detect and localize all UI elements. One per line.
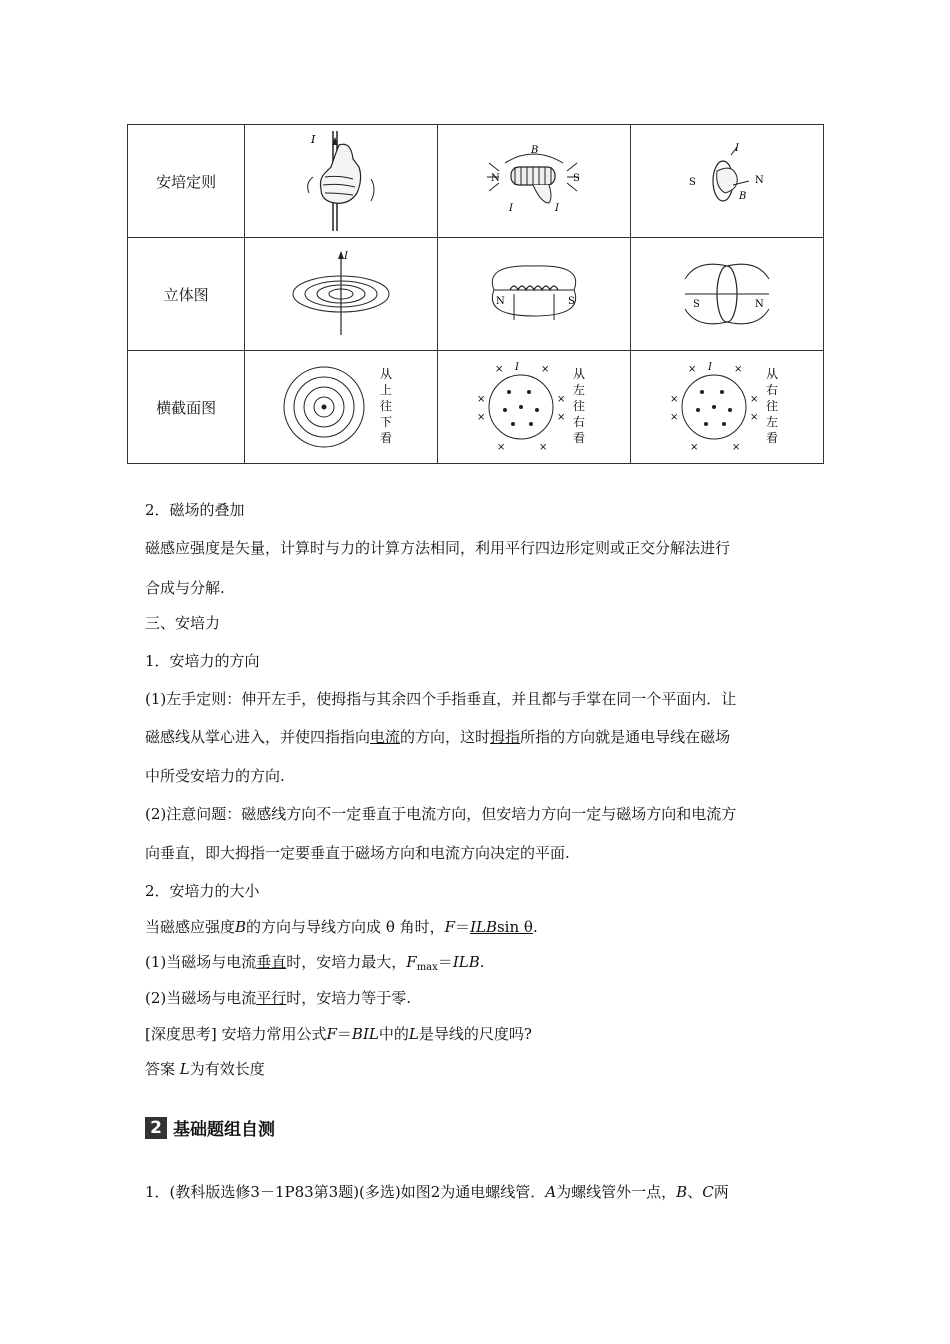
text-span: (2)当磁场与电流 — [145, 989, 257, 1007]
north-pole-label: N — [491, 173, 500, 184]
text-span: ＝ — [455, 918, 471, 936]
paragraph-line: 中所受安培力的方向. — [145, 767, 285, 785]
svg-text:×: × — [734, 364, 743, 375]
svg-text:×: × — [670, 412, 679, 423]
text-span: 、 — [687, 1183, 703, 1201]
paragraph-line: 向垂直，即大拇指一定要垂直于磁场方向和电流方向决定的平面. — [145, 844, 570, 862]
table-row — [128, 351, 824, 464]
straight-wire-cross-section-figure — [245, 351, 438, 464]
symbol: A — [545, 1183, 557, 1201]
formula-line — [145, 917, 815, 937]
text-span: [深度思考] 安培力常用公式 — [145, 1025, 327, 1043]
underlined-answer: 平行 — [256, 989, 287, 1007]
view-direction-char: 看 — [573, 431, 586, 445]
view-direction-char: 下 — [380, 415, 393, 429]
table-row — [128, 238, 824, 351]
view-direction-char: 往 — [380, 399, 393, 413]
paragraph-line: (2)注意问题：磁感线方向不一定垂直于电流方向，但安培力方向一定与磁场方向和电流方 — [145, 805, 737, 823]
svg-text:×: × — [557, 412, 566, 423]
symbol: B — [235, 918, 247, 936]
section-heading: 三、安培力 — [145, 614, 221, 632]
section-header — [145, 1115, 275, 1140]
symbol: F — [406, 953, 417, 971]
svg-text:×: × — [477, 412, 486, 423]
magnetic-field-table — [127, 124, 824, 464]
text-span: 答案 — [145, 1060, 180, 1078]
underlined-answer: 垂直 — [256, 953, 287, 971]
svg-text:×: × — [539, 442, 548, 452]
svg-text:×: × — [688, 364, 697, 375]
north-pole-label: N — [755, 299, 764, 310]
view-direction-char: 看 — [380, 431, 393, 445]
view-direction-char: 左 — [766, 415, 779, 429]
paragraph-line: 磁感应强度是矢量，计算时与力的计算方法相同，利用平行四边形定则或正交分解法进行 — [145, 539, 731, 557]
text-span: 为螺线管外一点， — [556, 1183, 677, 1201]
svg-text:×: × — [497, 442, 506, 452]
loop-hand-figure — [631, 125, 824, 238]
symbol: BIL — [351, 1025, 379, 1043]
south-pole-label: S — [689, 177, 696, 188]
field-label: B — [531, 145, 539, 156]
svg-text:×: × — [557, 394, 566, 405]
row-label: 立体图 — [128, 238, 245, 351]
field-label: B — [739, 191, 747, 202]
svg-text:×: × — [732, 442, 741, 452]
subheading: 2．磁场的叠加 — [145, 501, 245, 519]
paragraph-line: (1)左手定则：伸开左手，使拇指与其余四个手指垂直，并且都与手掌在同一个平面内．让 — [145, 690, 737, 708]
view-direction-char: 从 — [766, 367, 779, 381]
svg-text:×: × — [750, 394, 759, 405]
current-label: I — [515, 362, 520, 373]
question-line — [145, 1182, 815, 1202]
view-direction-char: 往 — [573, 399, 586, 413]
deep-thinking-question — [145, 1024, 815, 1044]
view-direction-char: 上 — [380, 383, 393, 397]
formula-line — [145, 952, 815, 978]
view-direction-char: 从 — [380, 367, 393, 381]
svg-text:×: × — [495, 364, 504, 375]
answer-line — [145, 1059, 815, 1079]
current-label: I — [311, 133, 316, 146]
row-label: 安培定则 — [128, 125, 245, 238]
text-span: . — [479, 953, 485, 971]
current-label: I — [735, 143, 739, 154]
section-number-badge: 2 — [145, 1117, 167, 1139]
current-label: I — [555, 203, 560, 214]
svg-text:×: × — [750, 412, 759, 423]
paragraph-line — [145, 727, 815, 747]
svg-text:×: × — [670, 394, 679, 405]
svg-text:×: × — [690, 442, 699, 452]
solenoid-hand-figure — [438, 125, 631, 238]
row-label: 横截面图 — [128, 351, 245, 464]
solenoid-3d-figure — [438, 238, 631, 351]
view-direction-char: 往 — [766, 399, 779, 413]
symbol: F — [444, 918, 456, 936]
text-span: 时，安培力等于零. — [286, 989, 412, 1007]
straight-wire-3d-figure — [245, 238, 438, 351]
text-span: 两 — [713, 1183, 729, 1201]
underlined-answer: 电流 — [370, 728, 401, 746]
text-span: ＝ — [437, 953, 453, 971]
text-span: ＝ — [336, 1025, 352, 1043]
text-span: . — [532, 918, 538, 936]
south-pole-label: S — [573, 173, 580, 184]
text-span: 为有效长度 — [189, 1060, 265, 1078]
view-direction-char: 左 — [573, 383, 586, 397]
text-span: 的方向，这时 — [400, 728, 491, 746]
subheading: 2．安培力的大小 — [145, 882, 260, 900]
symbol: C — [702, 1183, 714, 1201]
text-span: 1．(教科版选修3－1P83第3题)(多选)如图2为通电螺线管． — [145, 1183, 546, 1201]
symbol: L — [408, 1025, 419, 1043]
loop-3d-figure — [631, 238, 824, 351]
svg-text:×: × — [541, 364, 550, 375]
symbol: ILB — [452, 953, 480, 971]
underlined-answer: ILB — [470, 918, 497, 936]
text-span: 当磁感应强度 — [145, 918, 236, 936]
solenoid-cross-section-figure — [438, 351, 631, 464]
current-label: I — [509, 203, 514, 214]
underlined-answer: sin θ — [496, 918, 533, 936]
text-span: 的方向与导线方向成 θ 角时， — [246, 918, 445, 936]
svg-text:×: × — [477, 394, 486, 405]
view-direction-char: 右 — [766, 383, 779, 397]
current-label: I — [708, 362, 712, 373]
text-span: 时，安培力最大， — [286, 953, 407, 971]
text-span: 中的 — [378, 1025, 409, 1043]
view-direction-char: 从 — [573, 367, 586, 381]
view-direction-char: 看 — [766, 431, 779, 445]
north-pole-label: N — [755, 175, 764, 186]
section-title: 基础题组自测 — [173, 1120, 275, 1140]
subheading: 1．安培力的方向 — [145, 652, 260, 670]
symbol: B — [676, 1183, 688, 1201]
south-pole-label: S — [568, 296, 575, 307]
paragraph-line — [145, 988, 815, 1008]
straight-wire-hand-figure — [245, 125, 438, 238]
symbol: L — [179, 1060, 190, 1078]
text-span: 磁感线从掌心进入，并使四指指向 — [145, 728, 371, 746]
text-span: (1)当磁场与电流 — [145, 953, 257, 971]
underlined-answer: 拇指 — [490, 728, 521, 746]
north-pole-label: N — [496, 296, 505, 307]
table-row — [128, 125, 824, 238]
loop-cross-section-figure — [631, 351, 824, 464]
current-label: I — [344, 251, 349, 262]
subscript: max — [416, 962, 438, 973]
text-span: 所指的方向就是通电导线在磁场 — [520, 728, 731, 746]
symbol: F — [326, 1025, 337, 1043]
south-pole-label: S — [693, 299, 700, 310]
text-span: 是导线的尺度吗? — [418, 1025, 532, 1043]
view-direction-char: 右 — [573, 415, 586, 429]
paragraph-line: 合成与分解. — [145, 579, 225, 597]
